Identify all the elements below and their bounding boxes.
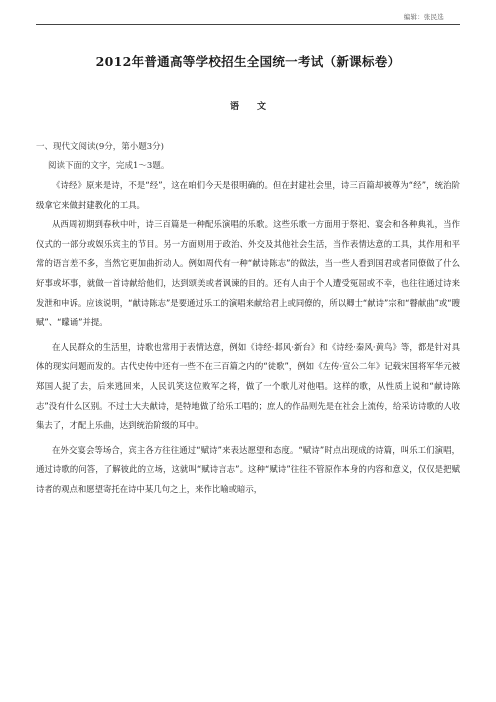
passage-body [36, 176, 460, 500]
reading-instruction: 阅读下面的文字，完成1～3题。 [48, 161, 170, 171]
header-divider [36, 24, 460, 25]
passage-paragraph: 在外交宴会等场合，宾主各方往往通过“赋诗”来表达愿望和态度。“赋诗”时点出现成的诗篇，叫乐工们演唱，通过诗歌的问答，了解彼此的立场，这就叫“赋诗言志”。这种“赋诗”往往不管原作本身的内容和意义，仅仅是把赋诗者的观点和愿望寄托在诗中某几句之上，来作比喻或暗示， [36, 444, 460, 494]
subject-heading: 语文 [229, 102, 284, 112]
exam-title: 2012年普通高等学校招生全国统一考试（新课标卷） [95, 54, 401, 69]
editor-credit: 编辑：张民选 [403, 13, 444, 21]
section-heading: 一、现代文阅读(9分，第小题3分) [36, 142, 164, 152]
passage-paragraph: 从西周初期到春秋中叶，诗三百篇是一种配乐演唱的乐歌。这些乐歌一方面用于祭祀、宴会和各种典礼，当作仪式的一部分或娱乐宾主的节目。另一方面则用于政治、外交及其他社会生活，当作表情达意的工具，其作用和平常的语言差不多，当然它更加曲折动人。例如周代有一种“献诗陈志”的做法，当一些人看到国君或者同僚做了什么好事或坏事，就做一首诗献给他们，达到颂美或者讽谏的目的。还有人由于个人遭受冤屈或不幸，也往往通过诗来发泄和申诉。应该说明，“献诗陈志”是要通过乐工的演唱来献给君上或同僚的，所以卿士“献诗”宗和“瞽献曲”或“瞍赋”、“矇诵”并提。 [36, 219, 460, 328]
passage-paragraph: 在人民群众的生活里，诗歌也常用于表情达意，例如《诗经·邶风·新台》和《诗经·秦风·黄鸟》等，都是针对具体的现实问题而发的。古代史传中还有一些不在三百篇之内的“徒歌”，例如《左传·宣公二年》记载宋国将军华元被郑国人捉了去，后来逃回来，人民讥笑这位败军之将，做了一个歌儿对他唱。这样的歌，从性质上说和“献诗陈志”没有什么区别。不过士大夫献诗，是特地做了给乐工唱的；庶人的作品则先是在社会上流传，给采访诗歌的人收集去了，才配上乐曲，达到统治阶级的耳中。 [36, 341, 460, 431]
passage-paragraph: 《诗经》原来是诗，不是“经”，这在咱们今天是很明确的。但在封建社会里，诗三百篇却被尊为“经”，统治阶级拿它来做封建教化的工具。 [36, 180, 460, 210]
